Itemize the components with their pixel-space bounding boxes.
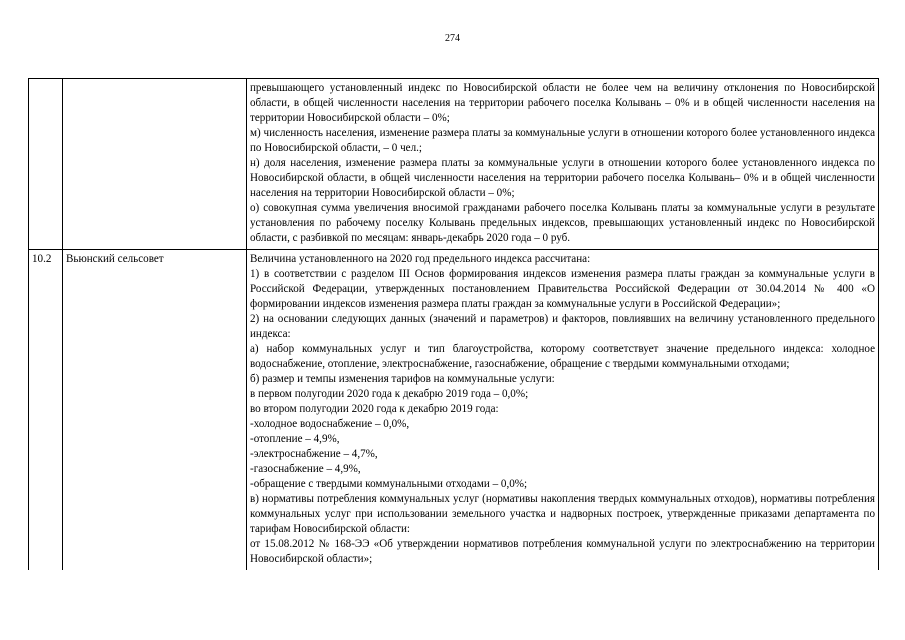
paragraph: от 15.08.2012 № 168-ЭЭ «Об утверждении нормативов потребления коммунальной услуги по электроснабжению на территории Новосибирской области»;	[250, 538, 875, 565]
paragraph: -холодное водоснабжение – 0,0%,	[250, 418, 410, 430]
document-table	[28, 78, 879, 570]
municipality-name-cell	[63, 79, 247, 250]
table-row	[29, 79, 879, 250]
municipality-name-cell: Вьюнский сельсовет	[63, 250, 247, 571]
table-row	[29, 250, 879, 571]
paragraph: -обращение с твердыми коммунальными отходами – 0,0%;	[250, 478, 528, 490]
paragraph: -газоснабжение – 4,9%,	[250, 463, 361, 475]
paragraph: б) размер и темпы изменения тарифов на коммунальные услуги:	[250, 373, 555, 385]
paragraph: во втором полугодии 2020 года к декабрю 2019 года:	[250, 403, 499, 415]
row-number-cell: 10.2	[29, 250, 63, 571]
paragraph: 1) в соответствии с разделом III Основ формирования индексов изменения размера платы граждан за коммунальные услуги в Российской Федерации, утвержденных постановлением Правительства Российской Федерации от 30.04.2014 № 400 «О формировании индексов изменения размера платы граждан за коммунальные услуги в Российской Федерации»;	[250, 268, 875, 310]
row-number-cell	[29, 79, 63, 250]
paragraph: а) набор коммунальных услуг и тип благоустройства, которому соответствует значение предельного индекса: холодное водоснабжение, отопление, электроснабжение, газоснабжение, обращение с твердыми коммунальными отходами;	[250, 343, 875, 370]
paragraph: м) численность населения, изменение размера платы за коммунальные услуги в отношении которого более установленного индекса по Новосибирской области, – 0 чел.;	[250, 127, 875, 154]
paragraph: н) доля населения, изменение размера платы за коммунальные услуги в отношении которого более установленного индекса по Новосибирской области, в общей численности населения на территории рабочего поселка Колывань– 0% и в общей численности населения на территории Новосибирской области – 0%;	[250, 157, 875, 199]
paragraph: 2) на основании следующих данных (значений и параметров) и факторов, повлиявших на величину установленного предельного индекса:	[250, 313, 875, 340]
paragraph: превышающего установленный индекс по Новосибирской области не более чем на величину отклонения по Новосибирской области, в общей численности населения на территории рабочего поселка Колывань – 0% и в общей численности населения на территории Новосибирской области – 0%;	[250, 82, 875, 124]
paragraph: -электроснабжение – 4,7%,	[250, 448, 378, 460]
paragraph: в) нормативы потребления коммунальных услуг (нормативы накопления твердых коммунальных отходов), нормативы потребления коммунальных услуг при использовании земельного участка и надворных построек, утвержденные приказами департамента по тарифам Новосибирской области:	[250, 493, 875, 535]
paragraph: в первом полугодии 2020 года к декабрю 2019 года – 0,0%;	[250, 388, 529, 400]
paragraph: -отопление – 4,9%,	[250, 433, 340, 445]
paragraph: Величина установленного на 2020 год предельного индекса рассчитана:	[250, 253, 591, 265]
page-number: 274	[445, 33, 460, 44]
description-cell	[247, 250, 879, 571]
paragraph: о) совокупная сумма увеличения вносимой гражданами рабочего поселка Колывань платы за коммунальные услуги в результате установления по рабочему поселку Колывань предельных индексов, превышающих установленный индекс по Новосибирской области, с разбивкой по месяцам: январь-декабрь 2020 года – 0 руб.	[250, 202, 875, 244]
description-cell	[247, 79, 879, 250]
